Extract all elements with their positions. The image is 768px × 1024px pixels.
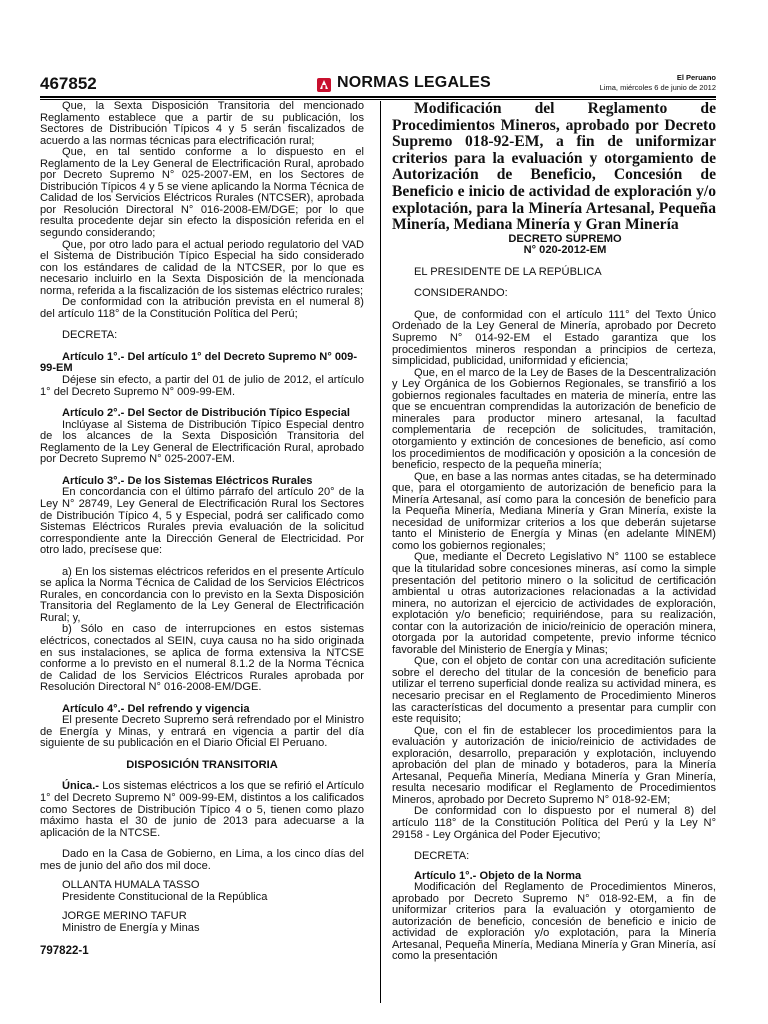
article-1-text: Déjese sin efecto, a partir del 01 de julio de 2012, el artículo 1° del Decreto Supremo N° 009-99-EM. [40,374,364,398]
publication-title: NORMAS LEGALES [337,74,491,91]
transitory-provision-title: DISPOSICIÓN TRANSITORIA [126,758,278,771]
decreta-label: DECRETA: [414,850,470,863]
signatory-name: JORGE MERINO TAFUR [62,910,187,923]
article-4-title: Artículo 4°.- Del refrendo y vigencia [62,702,250,715]
paragraph: Que, en tal sentido conforme a lo dispuesto en el Reglamento de la Ley General de Electrificación Rural, aprobado por Decreto Supremo N° 025-2007-EM, en los Sectores de Distribución Típicos 4 y 5 se viene aplicando la Norma Técnica de Calidad de los Servicios Eléctricos Rurales (NTCSER), aprobada por Resolución Directoral N° 016-2008-EM/DGE; por lo que resulta procedente dejar sin efecto la disposición referida en el segundo considerando; [40,146,364,240]
article-1-title: Artículo 1°.- Del artículo 1° del Decreto Supremo N° 009-99-EM [40,350,358,375]
el-peruano-logo-icon [316,77,332,93]
paragraph: Que, por otro lado para el actual periodo regulatorio del VAD el Sistema de Distribución Típico Especial ha sido considerado con los estándares de calidad de la NTCSER, por lo que es necesario incluirlo en la Sexta Disposición de la mencionada norma, referida a la fiscalización de los sistemas eléctrico rurales; [40,238,364,297]
paragraph: Que, mediante el Decreto Legislativo N° 1100 se establece que la titularidad sobre concesiones mineras, así como la simple presentación del petitorio minero o la solicitud de certificación ambiental u otras autorizaciones relacionadas a la actividad minera, no autorizan el ejercicio de actividades de exploración, explotación y/o beneficio; requiriéndose, para su realización, contar con la autorización de inicio/reinicio de operación minera, otorgada por la autoridad competente, previo informe técnico favorable del Ministerio de Energía y Minas; [392,551,716,656]
article-3-text: En concordancia con el último párrafo del artículo 20° de la Ley N° 28749, Ley General de Electrificación Rural los Sectores de Distribución Típico 4, 5 y Especial, podrá ser calificado como Sistemas Eléctricos Rurales previa evaluación de la solicitud correspondiente ante la Dirección General de Electricidad. Por otro lado, precísese que: [40,486,364,557]
signatory-role: Ministro de Energía y Minas [62,921,200,934]
paragraph: Que, en base a las normas antes citadas, se ha determinado que, para el otorgamiento de autorización de beneficio para la Minería Artesanal, así como para la concesión de beneficio para la Pequeña Minería, Mediana Minería y Gran Minería, existe la necesidad de uniformizar criterios a los que deberán sujetarse tanto el Ministerio de Energía y Minas (en adelante MINEM) como los gobiernos regionales; [392,470,716,552]
decree-title: Modificación del Reglamento de Procedimientos Mineros, aprobado por Decreto Supremo 018-92-EM, a fin de uniformizar criterios para la evaluación y otorgamiento de Autorización de Beneficio, Concesión de Beneficio e inicio de actividad de exploración y/o explotación, para la Minería Artesanal, Pequeña Minería, Mediana Minería y Gran Minería [392,100,716,234]
left-column [40,101,364,958]
decree-label: DECRETO SUPREMO [508,232,622,245]
considerando-label: CONSIDERANDO: [414,287,508,300]
decreta-label: DECRETA: [62,329,118,342]
page-header [40,74,716,96]
article-3-item-b: b) Sólo en caso de interrupciones en estos sistemas eléctricos, conectados al SEIN, cuya causa no ha sido originada en sus instalaciones, se aplica de forma extensiva la NTCSE conforme a lo previsto en el numeral 8.1.2 de la Norma Técnica de Calidad de los Servicios Eléctricos Rurales aprobada por Resolución Directoral N° 016-2008-EM/DGE. [40,623,364,694]
article-2-title: Artículo 2°.- Del Sector de Distribución Típico Especial [62,407,351,420]
decree-number: N° 020-2012-EM [523,244,607,257]
article-1-title: Artículo 1°.- Objeto de la Norma [414,869,582,882]
paragraph: Que, la Sexta Disposición Transitoria del mencionado Reglamento establece que a partir de su publicación, los Sectores de Distribución Típicos 4 y 5 serán fiscalizados de acuerdo a las normas técnicas para electrificación rural; [40,100,364,147]
unica-label: Única.- [62,780,99,793]
paragraph: Que, con el fin de establecer los procedimientos para la evaluación y autorización de inicio/reinicio de actividades de exploración, desarrollo, preparación y explotación, incluyendo aprobación del plan de minado y botaderos, para la Minería Artesanal, Pequeña Minería, Mediana Minería y Gran Minería, resulta necesario modificar el Reglamento de Procedimientos Mineros, aprobado por Decreto Supremo N° 018-92-EM; [392,724,716,806]
footer-code: 797822-1 [40,945,89,958]
article-3-title: Artículo 3°.- De los Sistemas Eléctricos Rurales [62,474,313,487]
signatory-name: OLLANTA HUMALA TASSO [62,879,200,892]
publication-date: Lima, miércoles 6 de junio de 2012 [599,83,716,92]
dado-paragraph: Dado en la Casa de Gobierno, en Lima, a los cinco días del mes de junio del año dos mil doce. [40,848,364,872]
paragraph: Que, en el marco de la Ley de Bases de la Descentralización y Ley Orgánica de los Gobiernos Regionales, se transfirió a los gobiernos regionales facultades en materia de minería, entre las que se encuentran comprendidas la autorización de beneficio de minerales para productor minero artesanal, la facultad complementaria de recepción de solicitudes, tramitación, otorgamiento y extinción de concesiones de beneficio, así como los procedimientos de modificación y oposición a la concesión de beneficio, respecto de la pequeña minería; [392,366,716,472]
page-number: 467852 [40,74,97,93]
paragraph: De conformidad con la atribución prevista en el numeral 8) del artículo 118° de la Constitución Política del Perú; [40,296,364,320]
paragraph: De conformidad con lo dispuesto por el numeral 8) del artículo 118° de la Constitución Política del Perú y la Ley N° 29158 - Ley Orgánica del Poder Ejecutivo; [392,805,716,841]
right-column [392,101,716,963]
article-3-item-a: a) En los sistemas eléctricos referidos en el presente Artículo se aplica la Norma Técnica de Calidad de los Servicios Eléctricos Rurales, en concordancia con lo previsto en la Sexta Disposición Transitoria del Reglamento de la Ley General de Electrificación Rural; y, [40,565,364,624]
header-rule [40,96,716,98]
paragraph: Que, de conformidad con el artículo 111° del Texto Único Ordenado de la Ley General de Minería, aprobado por Decreto Supremo N° 014-92-EM el Estado garantiza que los procedimientos mineros respondan a principios de certeza, simplicidad, publicidad, uniformidad y eficiencia; [392,308,716,368]
signatory-role: Presidente Constitucional de la República [62,890,268,903]
president-line: EL PRESIDENTE DE LA REPÚBLICA [414,265,602,278]
column-divider [380,101,381,1003]
article-1-text: Modificación del Reglamento de Procedimientos Mineros, aprobado por Decreto Supremo N° 018-92-EM, a fin de uniformizar criterios para la evaluación y otorgamiento de autorización de beneficio, concesión de beneficio e inicio de actividad de exploración y/o explotación, para la Minería Artesanal, Pequeña Minería, Mediana Minería y Gran Minería, así como la presentación [392,881,716,963]
paragraph: Que, con el objeto de contar con una acreditación suficiente sobre el derecho del titular de la concesión de beneficio para utilizar el terreno superficial donde realiza su actividad minera, es necesario precisar en el Reglamento de Procedimiento Mineros las características del documento a presentar para cumplir con este requisito; [392,655,716,726]
newspaper-name: El Peruano [676,73,716,82]
unica-text: Los sistemas eléctricos a los que se refirió el Artículo 1° del Decreto Supremo N° 009-99-EM, distintos a los calificados como Sectores de Distribución Típico 4 o 5, tienen como plazo máximo hasta el 30 de junio de 2013 para adecuarse a la aplicación de la NTCSE. [40,780,364,839]
article-4-text: El presente Decreto Supremo será refrendado por el Ministro de Energía y Minas, y entrará en vigencia a partir del día siguiente de su publicación en el Diario Oficial El Peruano. [40,714,364,750]
article-2-text: Inclúyase al Sistema de Distribución Típico Especial dentro de los alcances de la Sexta Disposición Transitoria del Reglamento de la Ley General de Electrificación Rural, aprobado por Decreto Supremo N° 025-2007-EM. [40,418,364,466]
